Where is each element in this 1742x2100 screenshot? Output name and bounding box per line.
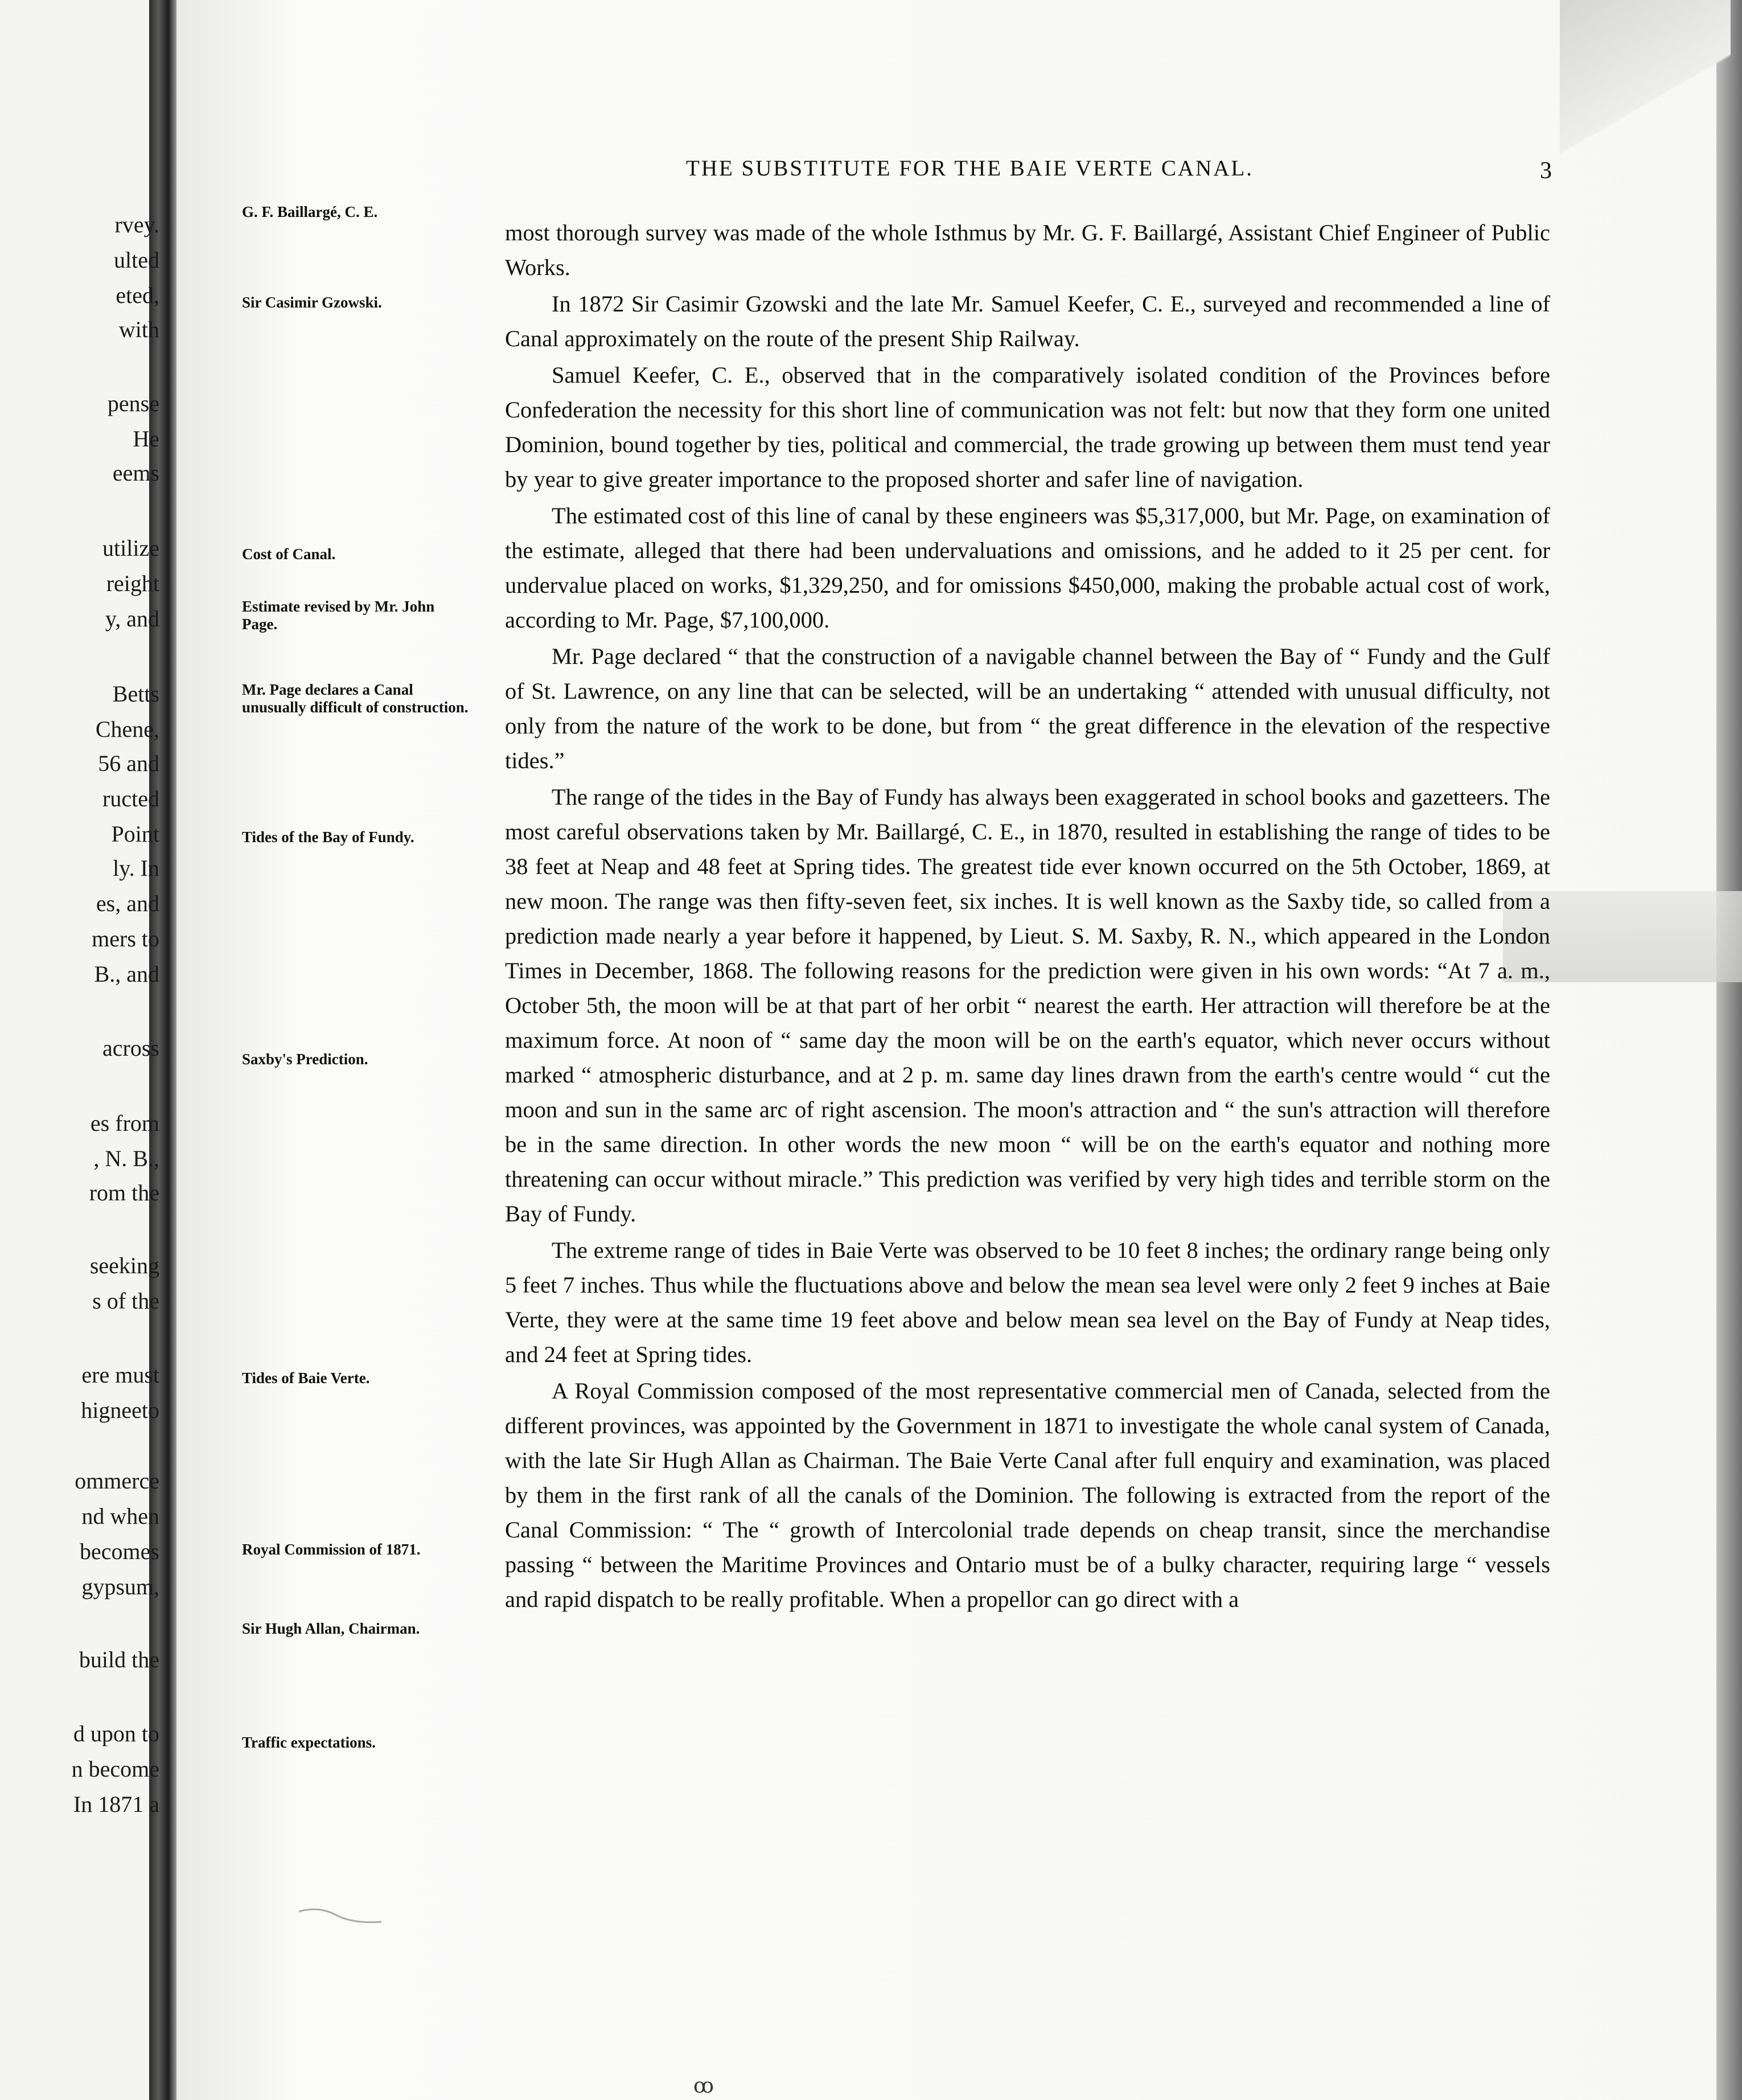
prev-line: reight: [106, 571, 159, 596]
prev-line: mers to: [92, 926, 159, 951]
sidenote: Tides of the Bay of Fundy.: [242, 828, 414, 846]
prev-line: y, and: [105, 606, 159, 631]
prev-line: d upon to: [73, 1721, 159, 1746]
scribble-icon: [296, 1905, 387, 1927]
sidenote: G. F. Baillargé, C. E.: [242, 203, 378, 220]
bottom-mark: ꝏ: [693, 2074, 714, 2097]
sidenote: Sir Casimir Gzowski.: [242, 294, 382, 311]
prev-line: nd when: [81, 1503, 159, 1529]
prev-line: eems: [112, 460, 159, 486]
sidenote: Mr. Page declares a Canal unusually difficult of construction.: [242, 681, 469, 716]
running-header: THE SUBSTITUTE FOR THE BAIE VERTE CANAL.: [686, 156, 1254, 181]
prev-line: build the: [79, 1647, 159, 1672]
paragraph: Mr. Page declared “ that the construction of a navigable channel between the Bay of “ Fundy and the Gulf of St. Lawrence, on any line that can be selected, will be an undertaking “ attended with unusual difficulty, not only from the nature of the work to be done, but from “ the great difference in the elevation of the respective tides.”: [505, 643, 1550, 773]
prev-line: es, and: [96, 891, 159, 916]
paragraph: The range of the tides in the Bay of Fundy has always been exaggerated in school books and gazetteers. The most careful observations taken by Mr. Baillargé, C. E., in 1870, resulted in establishing the range of tides to be 38 feet at Neap and 48 feet at Spring tides. The greatest tide ever known occurred on the 5th October, 1869, at new moon. The range was then fifty-seven feet, six inches. It is well known as the Saxby tide, so called from a prediction made nearly a year before it happened, by Lieut. S. M. Saxby, R. N., which appeared in the London Times in December, 1868. The following reasons for the prediction were given in his own words: “At 7 a. m., October 5th, the moon will be at that part of her orbit “ nearest the earth. Her attraction will therefore be at the maximum force. At noon of “ same day the moon will be on the earth's equator, which never occurs without marked “ atmospheric disturbance, and at 2 p. m. same day lines drawn from the earth's centre would “ cut the moon and sun in the same arc of right ascension. The moon's attraction and “ the sun's attraction will therefore be in the same direction. In other words the new moon “ will be on the earth's equator and nothing more threatening can occur without miracle.” This prediction was verified by very high tides and terrible storm on the Bay of Fundy.: [505, 784, 1550, 1227]
paragraph: most thorough survey was made of the whole Isthmus by Mr. G. F. Baillargé, Assistant Chief Engineer of Public Works.: [505, 220, 1550, 280]
prev-line: s of the: [92, 1288, 159, 1314]
prev-line: Betts: [112, 681, 159, 707]
prev-line: n become: [71, 1756, 159, 1782]
prev-line: eted,: [116, 282, 159, 308]
prev-line: B., and: [94, 961, 159, 987]
paragraph: The estimated cost of this line of canal by these engineers was $5,317,000, but Mr. Page, on examination of the estimate, alleged that there had been undervaluations and omissions, and he added to it 25 per cent. for undervalue placed on works, $1,329,250, and for omissions $450,000, making the probable actual cost of work, according to Mr. Page, $7,100,000.: [505, 503, 1550, 633]
prev-line: ly. In: [113, 855, 159, 881]
sidenote: Saxby's Prediction.: [242, 1051, 368, 1068]
prev-line: 56 and: [98, 750, 159, 776]
prev-line: seeking: [89, 1253, 159, 1278]
prev-line: In 1871 a: [73, 1791, 159, 1817]
sidenote: Tides of Baie Verte.: [242, 1369, 370, 1387]
prev-line: Point: [111, 821, 159, 847]
prev-line: He: [133, 426, 159, 452]
sidenote: Estimate revised by Mr. John Page.: [242, 598, 435, 633]
prev-line: across: [102, 1035, 159, 1061]
prev-line: ulted: [114, 247, 159, 273]
page-edge: [1716, 0, 1742, 2100]
folded-corner: [1560, 0, 1731, 239]
pencil-mark: [296, 1905, 387, 1932]
sidenote: Traffic expectations.: [242, 1734, 376, 1751]
prev-line: Chene,: [95, 716, 159, 742]
body-text: [505, 215, 1550, 1617]
sidenote: Cost of Canal.: [242, 545, 336, 563]
paragraph: A Royal Commission composed of the most representative commercial men of Canada, selected from the different provinces, was appointed by the Government in 1871 to investigate the whole canal system of Canada, with the late Sir Hugh Allan as Chairman. The Baie Verte Canal after full enquiry and examination, was placed by them in the first rank of all the canals of the Dominion. The following is extracted from the report of the Canal Commission: “ The “ growth of Intercolonial trade depends on cheap transit, since the merchandise passing “ between the Maritime Provinces and Ontario must be of a bulky character, requiring large “ vessels and rapid dispatch to be really profitable. When a propellor can go direct with a: [505, 1378, 1550, 1612]
paragraph: In 1872 Sir Casimir Gzowski and the late Mr. Samuel Keefer, C. E., surveyed and recommended a line of Canal approximately on the route of the present Ship Railway.: [505, 291, 1550, 351]
prev-line: pense: [107, 391, 159, 416]
prev-line: , N. B.,: [93, 1146, 159, 1171]
prev-line: rvey.: [114, 212, 159, 237]
prev-line: with: [118, 317, 159, 342]
prev-line: es from: [90, 1110, 159, 1136]
paragraph: Samuel Keefer, C. E., observed that in the comparatively isolated condition of the Provinces before Confederation the necessity for this short line of communication was not felt: but now that they form one united Dominion, bound together by ties, political and commercial, the trade growing up between them must tend year by year to give greater importance to the proposed shorter and safer line of navigation.: [505, 362, 1550, 492]
prev-line: gypsum,: [81, 1574, 159, 1599]
sidenote: Royal Commission of 1871.: [242, 1541, 421, 1558]
prev-line: ructed: [102, 786, 159, 811]
page-number: 3: [1540, 158, 1552, 184]
prev-line: utilize: [102, 535, 159, 561]
prev-line: ere must: [81, 1362, 159, 1388]
prev-line: higneeto: [81, 1397, 159, 1423]
paragraph: The extreme range of tides in Baie Verte was observed to be 10 feet 8 inches; the ordinary range being only 5 feet 7 inches. Thus while the fluctuations above and below the mean sea level were only 2 feet 9 inches at Baie Verte, they were at the same time 19 feet above and below mean sea level on the Bay of Fundy at Neap tides, and 24 feet at Spring tides.: [505, 1237, 1550, 1367]
prev-line: rom the: [89, 1180, 159, 1205]
prev-line: ommerce: [75, 1468, 159, 1494]
prev-line: becomes: [80, 1539, 159, 1564]
sidenote: Sir Hugh Allan, Chairman.: [242, 1620, 420, 1637]
